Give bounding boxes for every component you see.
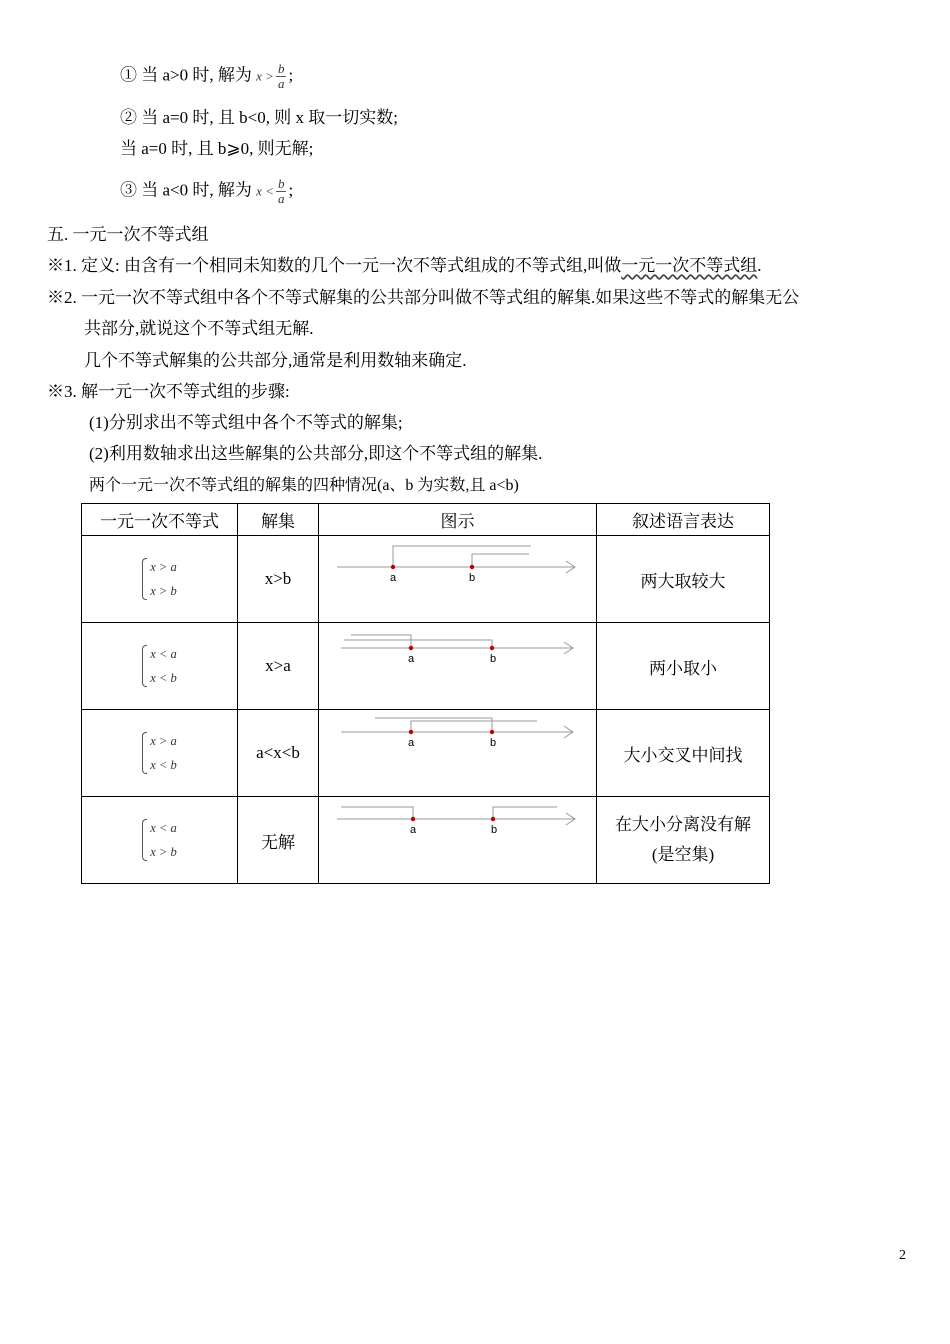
number-line-svg — [319, 797, 596, 878]
case-1-var: x > — [256, 68, 274, 84]
number-line-diagram — [319, 797, 597, 884]
description-line-1: 在大小分离没有解 — [615, 815, 751, 834]
description-cell: 两大取较大 — [597, 536, 770, 623]
step-1: (1)分别求出不等式组中各个不等式的解集; — [89, 413, 403, 432]
table-row — [82, 797, 770, 884]
definition-term: 一元一次不等式组 — [621, 256, 758, 275]
number-line-diagram — [319, 623, 597, 710]
case-3-fraction: $\frac{b}{a}$ — [277, 176, 285, 206]
para-2-line-2: 共部分,就说这个不等式组无解. — [84, 319, 314, 338]
case-2b: 当 a=0 时, 且 b⩾0, 则无解; — [120, 139, 314, 158]
point-a — [411, 817, 415, 821]
inequality-system: x > a x < b — [82, 710, 238, 797]
point-b — [491, 817, 495, 821]
label-b: b — [469, 572, 476, 584]
number-line-diagram — [319, 710, 597, 797]
case-1-text: ① 当 a>0 时, 解为 — [120, 65, 252, 85]
description-cell — [597, 797, 770, 884]
label-b: b — [491, 824, 498, 836]
table-row — [82, 536, 770, 623]
point-a — [409, 730, 413, 734]
case-1 — [120, 62, 293, 91]
inequality-system: x < a x < b — [82, 623, 238, 710]
solution-cell: a<x<b — [238, 710, 319, 797]
solution-cell: 无解 — [238, 797, 319, 884]
definition-text: ※1. 定义: 由含有一个相同未知数的几个一元一次不等式组成的不等式组,叫做 — [47, 256, 622, 275]
number-line-svg — [319, 536, 596, 617]
steps-heading: ※3. 解一元一次不等式组的步骤: — [47, 382, 290, 401]
label-b: b — [490, 653, 497, 665]
case-3 — [120, 177, 293, 206]
table-row — [82, 710, 770, 797]
header-diagram: 图示 — [319, 504, 597, 536]
solution-cell: x>a — [238, 623, 319, 710]
label-a: a — [408, 653, 415, 665]
case-1-fraction: $\frac{b}{a}$ — [277, 61, 285, 91]
case-3-suffix: ; — [288, 180, 294, 200]
inequality-system: x > a x > b — [82, 536, 238, 623]
inequality-system: x < a x > b — [82, 797, 238, 884]
case-2a: ② 当 a=0 时, 且 b<0, 则 x 取一切实数; — [120, 108, 398, 127]
header-solution: 解集 — [238, 504, 319, 536]
description-line-2: (是空集) — [651, 845, 715, 864]
definition-end: . — [757, 256, 762, 275]
label-b: b — [490, 737, 497, 749]
label-a: a — [390, 572, 397, 584]
point-a — [409, 646, 413, 650]
number-line-diagram — [319, 536, 597, 623]
point-a — [391, 565, 395, 569]
point-b — [490, 730, 494, 734]
case-3-var: x < — [256, 183, 274, 199]
point-b — [470, 565, 474, 569]
para-2-line-1: ※2. 一元一次不等式组中各个不等式解集的公共部分叫做不等式组的解集.如果这些不等式的解集无公 — [47, 288, 800, 307]
header-description: 叙述语言表达 — [597, 504, 770, 536]
case-1-suffix: ; — [288, 65, 294, 85]
inequality-table — [81, 503, 770, 884]
solution-cell: x>b — [238, 536, 319, 623]
description-cell: 大小交叉中间找 — [597, 710, 770, 797]
table-header-row — [82, 504, 770, 536]
case-3-text: ③ 当 a<0 时, 解为 — [120, 180, 252, 200]
number-line-svg — [319, 623, 596, 704]
table-caption: 两个一元一次不等式组的解集的四种情况(a、b 为实数,且 a<b) — [89, 477, 519, 494]
step-2: (2)利用数轴求出这些解集的公共部分,即这个不等式组的解集. — [89, 444, 543, 463]
point-b — [490, 646, 494, 650]
description-cell: 两小取小 — [597, 623, 770, 710]
header-inequality: 一元一次不等式 — [82, 504, 238, 536]
label-a: a — [410, 824, 417, 836]
label-a: a — [408, 737, 415, 749]
section-heading: 五. 一元一次不等式组 — [47, 225, 209, 244]
page-number: 2 — [899, 1248, 906, 1263]
number-line-svg — [319, 710, 596, 791]
para-2-line-3: 几个不等式解集的公共部分,通常是利用数轴来确定. — [84, 351, 467, 370]
table-row — [82, 623, 770, 710]
definition — [47, 255, 761, 277]
